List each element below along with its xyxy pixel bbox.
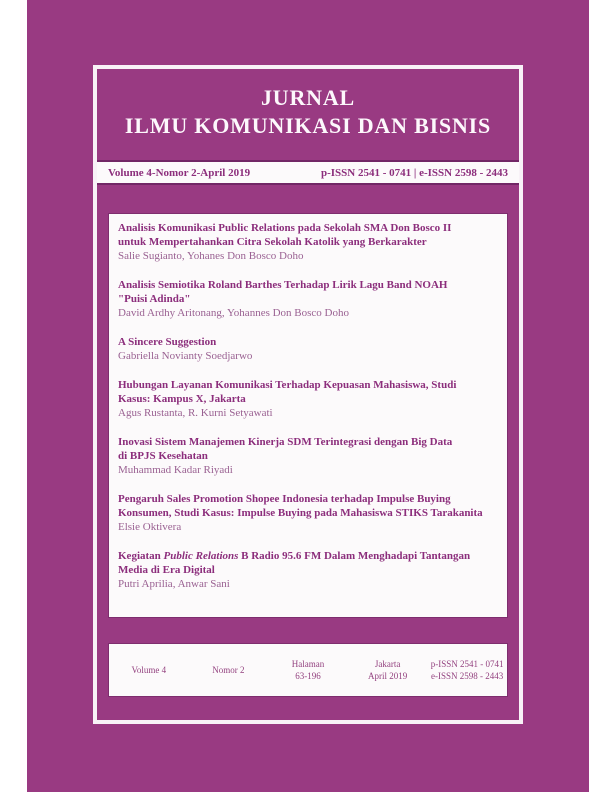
article-entry [118,549,503,591]
article-entry [118,278,503,320]
journal-frame [93,65,523,724]
article-list [118,221,503,591]
article-entry [118,492,503,534]
article-title-line: "Puisi Adinda" [118,293,191,305]
article-title-line: A Sincere Suggestion [118,336,217,348]
footer-column [427,658,507,682]
article-title-line: Konsumen, Studi Kasus: Impulse Buying pada Mahasiswa STIKS Tarakanita [118,507,483,519]
article-title [118,335,503,349]
journal-title-line1: JURNAL [260,85,356,110]
footer-column-line: p-ISSN 2541 - 0741 [430,659,504,669]
footer-column-line: Nomor 2 [212,665,245,675]
article-title-line: di BPJS Kesehatan [118,450,208,462]
masthead [97,84,519,140]
footer-column-line: Volume 4 [131,665,167,675]
article-entry [118,378,503,420]
article-authors: Gabriella Novianty Soedjarwo [118,350,253,362]
article-title-line: Kegiatan Public Relations B Radio 95.6 FM Dalam Menghadapi Tantangan [118,550,471,562]
journal-title-line2: ILMU KOMUNIKASI DAN BISNIS [124,113,492,138]
article-authors: Elsie Oktivera [118,521,182,533]
article-title [118,492,503,520]
article-title-line: untuk Mempertahankan Citra Sekolah Katolik yang Berkarakter [118,236,427,248]
article-title-line: Analisis Komunikasi Public Relations pada Sekolah SMA Don Bosco II [118,222,452,234]
article-title [118,278,503,306]
article-entry [118,435,503,477]
article-authors: Muhammad Kadar Riyadi [118,464,233,476]
article-title-line: Analisis Semiotika Roland Barthes Terhadap Lirik Lagu Band NOAH [118,279,448,291]
article-authors: Agus Rustanta, R. Kurni Setyawati [118,407,273,419]
article-title-line: Hubungan Layanan Komunikasi Terhadap Kepuasan Mahasiswa, Studi [118,379,457,391]
footer-column-line: e-ISSN 2598 - 2443 [431,671,504,681]
footer-column-line: Halaman [291,659,325,669]
article-title [118,549,503,577]
article-title-line: Media di Era Digital [118,564,215,576]
footer-column-line: April 2019 [367,671,408,681]
article-title [118,435,503,463]
article-authors: Putri Aprilia, Anwar Sani [118,578,230,590]
article-title-line: Inovasi Sistem Manajemen Kinerja SDM Terintegrasi dengan Big Data [118,436,453,448]
article-title-line: Pengaruh Sales Promotion Shopee Indonesia terhadap Impulse Buying [118,493,451,505]
article-list-panel [108,213,508,618]
article-authors: Salie Sugianto, Yohanes Don Bosco Doho [118,250,304,262]
article-title [118,378,503,406]
article-entry [118,221,503,263]
footer-column [109,664,189,676]
footer-column-line: Jakarta [374,659,401,669]
volume-issue-text: Volume 4-Nomor 2-April 2019 [108,166,251,179]
article-title-line: Kasus: Kampus X, Jakarta [118,393,246,405]
footer-column-line: 63-196 [295,671,321,681]
article-authors: David Ardhy Aritonang, Yohannes Don Bosco Doho [118,307,349,319]
footer-column [189,664,269,676]
footer-info-bar [108,643,508,697]
volume-issue-bar [97,160,519,185]
footer-column [268,658,348,682]
article-title [118,221,503,249]
footer-column [348,658,428,682]
cover-background [27,0,589,792]
article-entry [118,335,503,363]
issn-text: p-ISSN 2541 - 0741 | e-ISSN 2598 - 2443 [321,166,508,179]
